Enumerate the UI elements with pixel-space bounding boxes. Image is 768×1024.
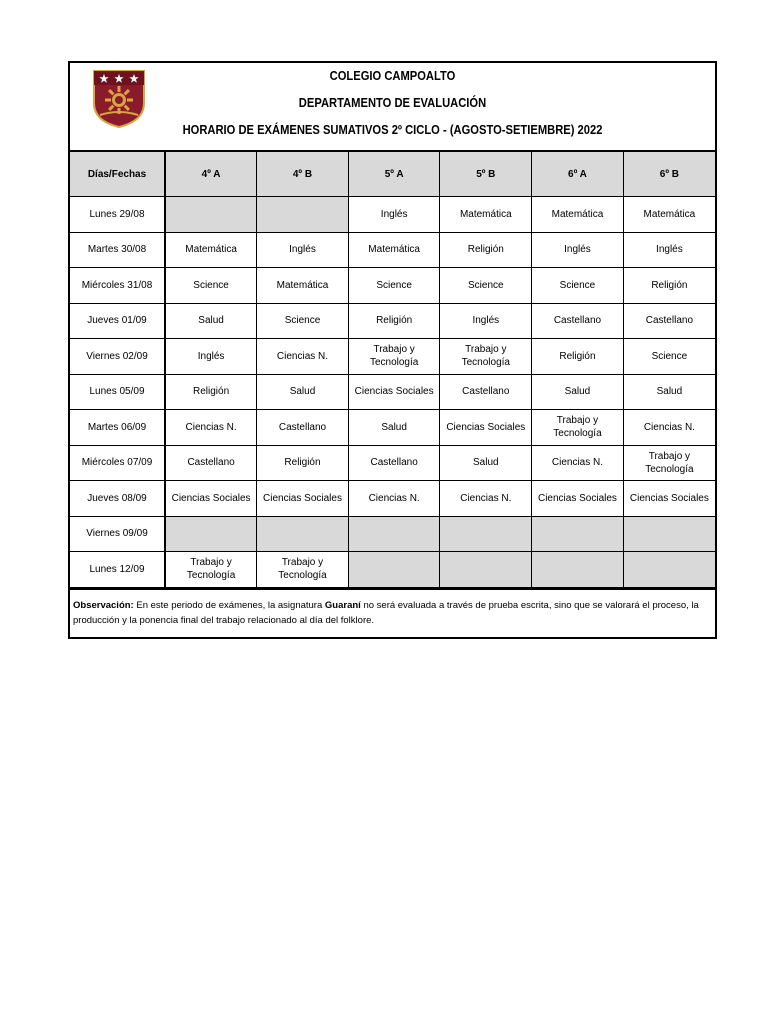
table-row: [70, 481, 715, 517]
subject-cell: Salud: [257, 374, 349, 410]
subject-cell: Ciencias N.: [532, 445, 624, 481]
subject-cell: Ciencias Sociales: [623, 481, 715, 517]
subject-cell: Matemática: [440, 197, 532, 233]
subject-cell: Inglés: [165, 339, 257, 375]
table-row: [70, 268, 715, 304]
subject-cell: Religión: [165, 374, 257, 410]
subject-cell: Science: [257, 303, 349, 339]
subject-cell: Castellano: [532, 303, 624, 339]
table-row: [70, 197, 715, 233]
subject-cell: Matemática: [257, 268, 349, 304]
day-cell: Lunes 05/09: [70, 374, 165, 410]
subject-cell: Trabajo y Tecnología: [623, 445, 715, 481]
day-cell: Miércoles 07/09: [70, 445, 165, 481]
empty-cell: [257, 516, 349, 552]
column-header: 5º B: [440, 152, 532, 197]
subject-cell: Salud: [440, 445, 532, 481]
empty-cell: [532, 552, 624, 588]
department-name: DEPARTAMENTO DE EVALUACIÓN: [298, 95, 487, 110]
observation-text-before: En este periodo de exámenes, la asignatura: [133, 599, 325, 611]
subject-cell: Inglés: [257, 232, 349, 268]
subject-cell: Castellano: [348, 445, 440, 481]
subject-cell: Trabajo y Tecnología: [348, 339, 440, 375]
table-row: [70, 516, 715, 552]
empty-cell: [257, 197, 349, 233]
schedule-title: HORARIO DE EXÁMENES SUMATIVOS 2º CICLO - (AGOSTO-SETIEMBRE) 2022: [182, 122, 603, 137]
subject-cell: Ciencias Sociales: [532, 481, 624, 517]
empty-cell: [532, 516, 624, 552]
column-header: 5º A: [348, 152, 440, 197]
table-row: [70, 552, 715, 588]
subject-cell: Matemática: [623, 197, 715, 233]
subject-cell: Matemática: [348, 232, 440, 268]
table-header-row: [70, 152, 715, 197]
day-cell: Miércoles 31/08: [70, 268, 165, 304]
subject-cell: Castellano: [165, 445, 257, 481]
subject-cell: Science: [165, 268, 257, 304]
table-row: [70, 232, 715, 268]
corner-header: Días/Fechas: [70, 152, 165, 197]
observation-text-after: no será evaluada a través de prueba escrita, sino que se valorará el proceso, la producción y la ponencia final del trabajo relacionado al día del folklore.: [73, 599, 699, 626]
subject-cell: Matemática: [532, 197, 624, 233]
empty-cell: [440, 516, 532, 552]
empty-cell: [440, 552, 532, 588]
empty-cell: [165, 516, 257, 552]
subject-cell: Religión: [623, 268, 715, 304]
column-header: 4º B: [257, 152, 349, 197]
table-row: [70, 339, 715, 375]
subject-cell: Ciencias N.: [165, 410, 257, 446]
school-name: COLEGIO CAMPOALTO: [329, 68, 456, 83]
empty-cell: [165, 197, 257, 233]
sheet-header: [70, 63, 715, 152]
table-row: [70, 303, 715, 339]
subject-cell: Ciencias N.: [348, 481, 440, 517]
table-row: [70, 445, 715, 481]
subject-cell: Castellano: [257, 410, 349, 446]
table-row: [70, 410, 715, 446]
subject-cell: Science: [440, 268, 532, 304]
subject-cell: Salud: [532, 374, 624, 410]
column-header: 4º A: [165, 152, 257, 197]
observation-subject: Guaraní: [324, 599, 361, 611]
subject-cell: Religión: [348, 303, 440, 339]
day-cell: Lunes 12/09: [70, 552, 165, 588]
subject-cell: Religión: [440, 232, 532, 268]
observation-note: [70, 588, 715, 637]
subject-cell: Ciencias N.: [623, 410, 715, 446]
day-cell: Martes 06/09: [70, 410, 165, 446]
subject-cell: Salud: [348, 410, 440, 446]
subject-cell: Inglés: [532, 232, 624, 268]
schedule-table: [70, 152, 715, 588]
table-row: [70, 374, 715, 410]
subject-cell: Ciencias N.: [440, 481, 532, 517]
title-block: [70, 66, 715, 137]
column-header: 6º B: [623, 152, 715, 197]
subject-cell: Ciencias Sociales: [165, 481, 257, 517]
subject-cell: Trabajo y Tecnología: [440, 339, 532, 375]
subject-cell: Ciencias Sociales: [348, 374, 440, 410]
subject-cell: Religión: [257, 445, 349, 481]
subject-cell: Trabajo y Tecnología: [257, 552, 349, 588]
subject-cell: Science: [532, 268, 624, 304]
exam-schedule-sheet: [68, 61, 717, 639]
day-cell: Martes 30/08: [70, 232, 165, 268]
subject-cell: Castellano: [440, 374, 532, 410]
subject-cell: Ciencias Sociales: [440, 410, 532, 446]
empty-cell: [623, 516, 715, 552]
column-header: 6º A: [532, 152, 624, 197]
day-cell: Jueves 08/09: [70, 481, 165, 517]
subject-cell: Matemática: [165, 232, 257, 268]
subject-cell: Science: [623, 339, 715, 375]
observation-label: Observación:: [73, 599, 134, 611]
day-cell: Lunes 29/08: [70, 197, 165, 233]
day-cell: Jueves 01/09: [70, 303, 165, 339]
subject-cell: Castellano: [623, 303, 715, 339]
subject-cell: Salud: [623, 374, 715, 410]
subject-cell: Inglés: [348, 197, 440, 233]
subject-cell: Ciencias Sociales: [257, 481, 349, 517]
subject-cell: Inglés: [623, 232, 715, 268]
day-cell: Viernes 02/09: [70, 339, 165, 375]
subject-cell: Religión: [532, 339, 624, 375]
day-cell: Viernes 09/09: [70, 516, 165, 552]
empty-cell: [348, 516, 440, 552]
empty-cell: [623, 552, 715, 588]
subject-cell: Ciencias N.: [257, 339, 349, 375]
subject-cell: Trabajo y Tecnología: [532, 410, 624, 446]
subject-cell: Inglés: [440, 303, 532, 339]
subject-cell: Trabajo y Tecnología: [165, 552, 257, 588]
subject-cell: Salud: [165, 303, 257, 339]
subject-cell: Science: [348, 268, 440, 304]
empty-cell: [348, 552, 440, 588]
